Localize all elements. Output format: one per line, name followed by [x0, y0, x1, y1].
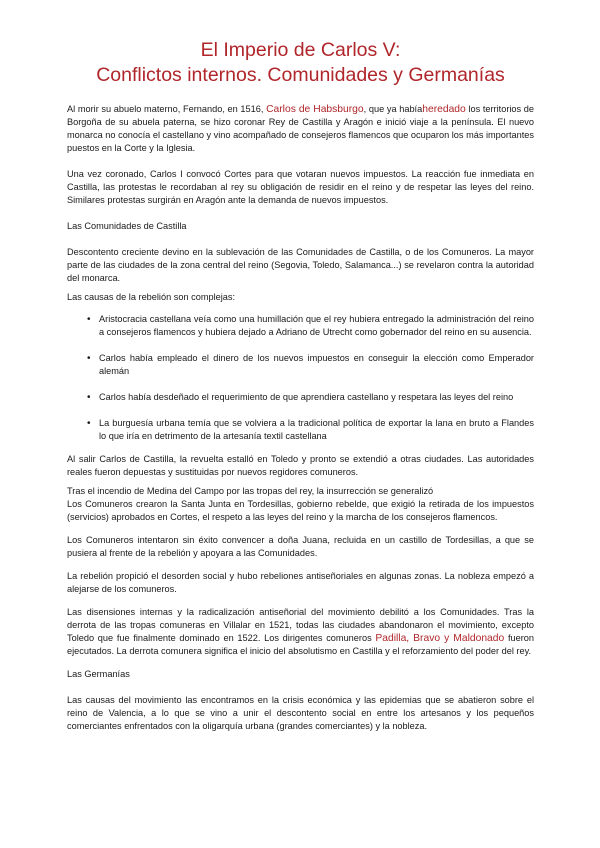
- paragraph-santa-junta-rest: Los Comuneros crearon la Santa Junta en Tordesillas, gobierno rebelde, que exigió la retirada de los impuestos (servicios) aprobados en Cortes, el respeto a las leyes del reino y la marcha de los consejeros flamencos.: [67, 499, 534, 522]
- paragraph-dona-juana: Los Comuneros intentaron sin éxito convencer a doña Juana, recluida en un castillo de Tordesillas, a que se pusiera al frente de la rebelión y apoyara a las Comunidades.: [67, 535, 534, 558]
- causes-list: [67, 313, 534, 443]
- list-item: • Aristocracia castellana veía como una humillación que el rey hubiera entregado la administración del reino a consejeros flamencos y hubiera dejado a Adriano de Utrecht como gobernador del reino en su ausencia.: [87, 313, 534, 339]
- list-item: • La burguesía urbana temía que se volviera a la tradicional política de exportar la lana en bruto a Flandes lo que iría en detrimento de la artesanía textil castellana: [87, 417, 534, 443]
- disensiones-text-2: fueron ejecutados. La derrota comunera significa el inicio del absolutismo en Castilla y el reforzamiento del poder del rey.: [67, 633, 535, 656]
- title-line-1: El Imperio de Carlos V:: [200, 39, 401, 61]
- intro-paragraph: [67, 103, 534, 155]
- intro-text-2: , que ya había: [363, 104, 423, 114]
- paragraph-descontento: Descontento creciente devino en la sublevación de las Comunidades de Castilla, o de los Comuneros. La mayor parte de las ciudades de la zona central del reino (Segovia, Toledo, Salamanca...) se revelaron contra la autoridad del monarca.: [67, 247, 534, 283]
- list-item: • Carlos había desdeñado el requerimiento de que aprendiera castellano y respetara las leyes del reino: [87, 391, 534, 404]
- paragraph-cortes: Una vez coronado, Carlos I convocó Cortes para que votaran nuevos impuestos. La reacción fue inmediata en Castilla, las protestas le recordaban al rey su obligación de residir en el reino y de respetar las leyes del reino. Similares protestas surgirán en Aragón ante la demanda de nuevos impuestos.: [67, 169, 534, 205]
- causes-intro: Las causas de la rebelión son complejas:: [67, 292, 236, 302]
- disensiones-text-1: Las disensiones internas y la radicalización antiseñorial del movimiento debilitó a los Comunidades. Tras la derrota de las tropas comuneras en Villalar en 1521, todas las ciudades abandonaron el movimiento, excepto Toledo que fue finalmente dominado en 1522. Los dirigentes comuneros: [67, 607, 534, 643]
- paragraph-santa-junta: [67, 485, 534, 524]
- link-padilla-bravo-maldonado[interactable]: Padilla, Bravo y Maldonado: [375, 633, 505, 644]
- page-title: [67, 0, 534, 88]
- paragraph-desorden: La rebelión propició el desorden social y hubo rebeliones antiseñoriales en algunas zonas. La nobleza empezó a alejarse de los comuneros.: [67, 571, 534, 594]
- section-heading-comunidades: Las Comunidades de Castilla: [67, 221, 187, 231]
- link-carlos-de-habsburgo[interactable]: Carlos de Habsburgo: [266, 104, 364, 115]
- section-heading-germanias: Las Germanías: [67, 669, 130, 679]
- link-heredado[interactable]: heredado: [422, 104, 466, 115]
- intro-text-3: los territorios de Borgoña de su abuela paterna, se hizo coronar Rey de Castilla y Aragón e inició viaje a la península. El nuevo monarca no conocía el castellano y vino acompañado de consejeros flamencos que ocuparon los más importantes puestos en la Corte y la Iglesia.: [67, 104, 535, 153]
- intro-text-1: Al morir su abuelo materno, Fernando, en 1516,: [67, 104, 267, 114]
- paragraph-disensiones: [67, 606, 534, 658]
- title-line-2: Conflictos internos. Comunidades y Germanías: [96, 64, 505, 86]
- paragraph-santa-junta-line-1: Tras el incendio de Medina del Campo por las tropas del rey, la insurrección se generalizó: [67, 486, 434, 496]
- list-item: • Carlos había empleado el dinero de los nuevos impuestos en conseguir la elección como Emperador alemán: [87, 352, 534, 378]
- paragraph-revuelta: Al salir Carlos de Castilla, la revuelta estalló en Toledo y pronto se extendió a otras ciudades. Las autoridades reales fueron depuestas y sustituidas por nuevos regidores comuneros.: [67, 454, 534, 477]
- paragraph-germanias: Las causas del movimiento las encontramos en la crisis económica y las epidemias que se abatieron sobre el reino de Valencia, a lo que se vino a unir el descontento social en entre los artesanos y los pequeños comerciantes enfrentados con la oligarquía urbana (grandes comerciantes) y la nobleza.: [67, 695, 534, 731]
